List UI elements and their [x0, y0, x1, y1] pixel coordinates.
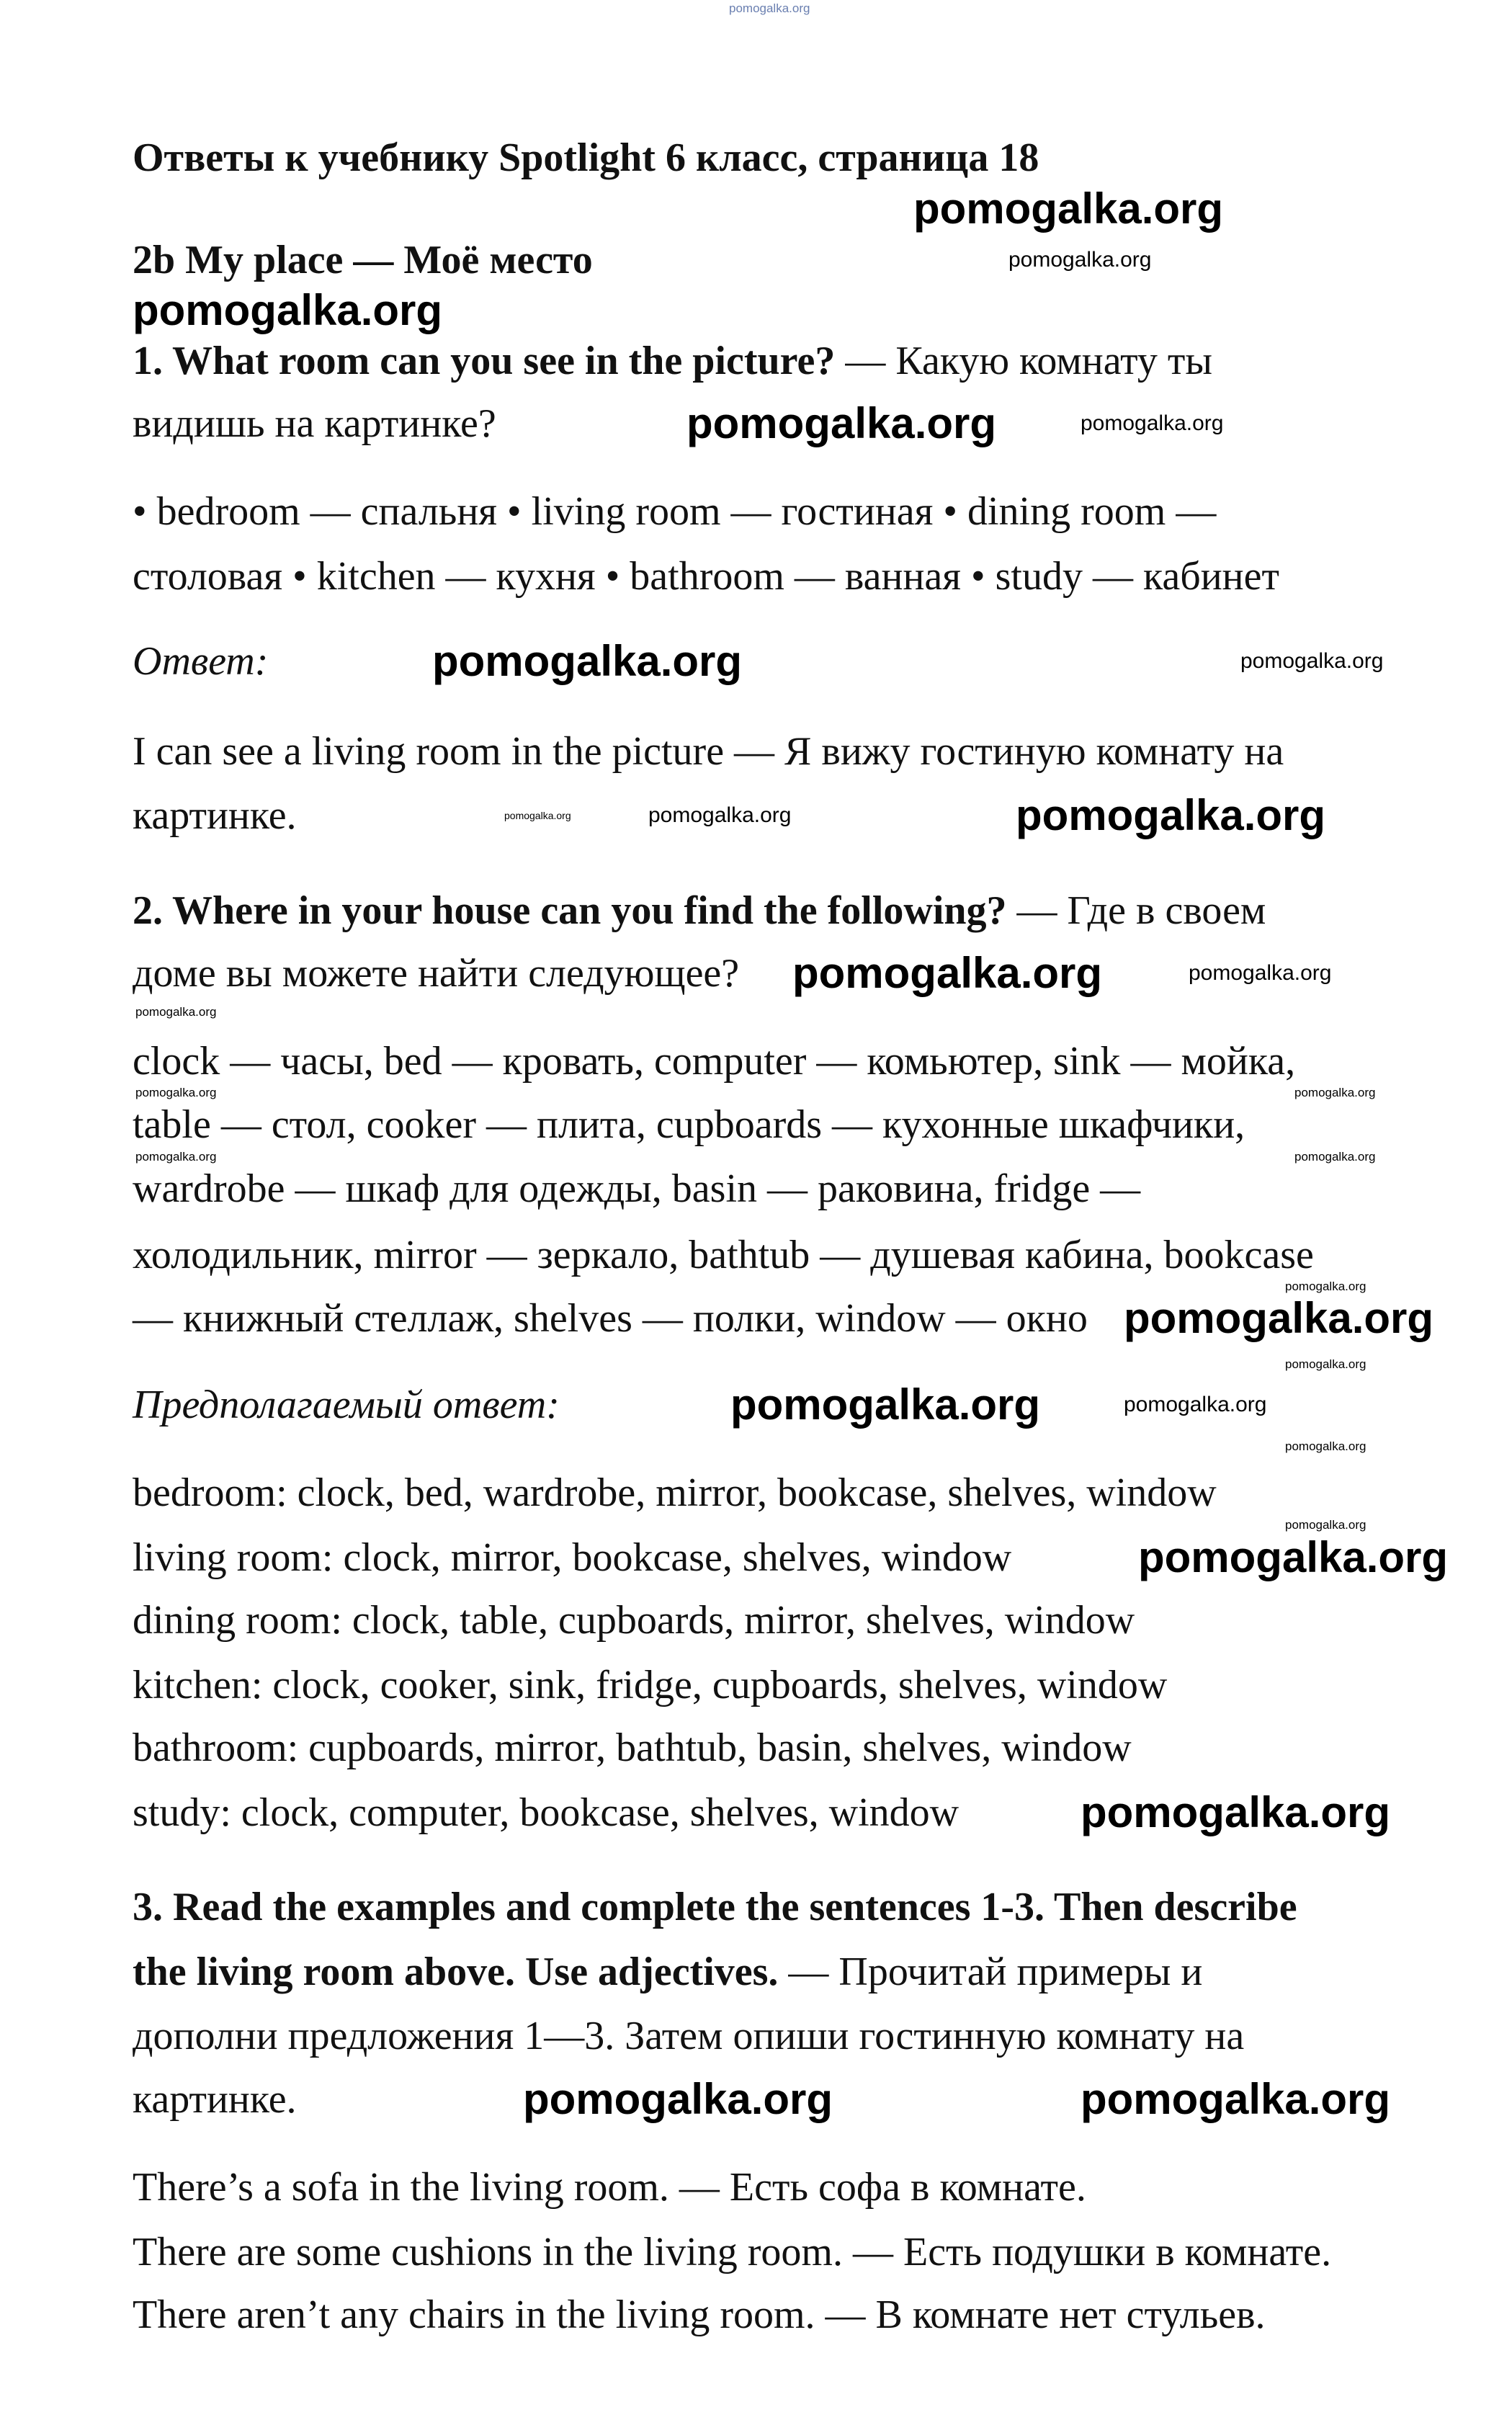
watermark: pomogalka.org [1294, 1150, 1376, 1164]
watermark: pomogalka.org [1081, 411, 1224, 435]
question-ru: — Прочитай примеры и [778, 1950, 1203, 1994]
exercise-1-answer: картинке. [133, 793, 297, 838]
exercise-2-vocab: — книжный стеллаж, shelves — полки, window — окно [133, 1296, 1088, 1341]
watermark: pomogalka.org [1294, 1086, 1376, 1099]
watermark: pomogalka.org [792, 949, 1103, 997]
watermark: pomogalka.org [1138, 1533, 1449, 1581]
watermark: pomogalka.org [648, 803, 792, 827]
exercise-2-answer: living room: clock, mirror, bookcase, shelves, window [133, 1535, 1012, 1580]
watermark: pomogalka.org [135, 1150, 217, 1164]
exercise-1-answer: I can see a living room in the picture — Я вижу гостиную комнату на [133, 729, 1284, 774]
question-ru: — Где в своем [1006, 888, 1266, 933]
exercise-2-answer: bathroom: cupboards, mirror, bathtub, basin, shelves, window [133, 1725, 1132, 1770]
exercise-2-question [133, 888, 1266, 934]
exercise-3-example: There aren’t any chairs in the living room. — В комнате нет стульев. [133, 2292, 1266, 2337]
watermark: pomogalka.org [523, 2075, 833, 2123]
exercise-2-answer: study: clock, computer, bookcase, shelves, window [133, 1790, 959, 1835]
watermark: pomogalka.org [1285, 1518, 1366, 1532]
exercise-1-question [133, 338, 1212, 384]
watermark: pomogalka.org [135, 1005, 217, 1019]
exercise-2-answer: kitchen: clock, cooker, sink, fridge, cupboards, shelves, window [133, 1663, 1168, 1707]
watermark: pomogalka.org [1016, 791, 1326, 839]
watermark: pomogalka.org [686, 399, 997, 447]
watermark: pomogalka.org [1285, 1439, 1366, 1453]
question-en: 2. Where in your house can you find the following? [133, 888, 1007, 933]
answer-label: Ответ: [133, 639, 269, 684]
exercise-3-example: There’s a sofa in the living room. — Есть софа в комнате. [133, 2165, 1086, 2210]
watermark: pomogalka.org [729, 1, 810, 15]
exercise-2-question-cont: доме вы можете найти следующее? [133, 951, 740, 996]
watermark: pomogalka.org [1285, 1357, 1366, 1371]
exercise-3-question-cont: дополни предложения 1—3. Затем опиши гостинную комнату на [133, 2014, 1245, 2058]
exercise-3-example: There are some cushions in the living room. — Есть подушки в комнате. [133, 2230, 1332, 2274]
watermark: pomogalka.org [1124, 1294, 1434, 1342]
exercise-2-answer: dining room: clock, table, cupboards, mirror, shelves, window [133, 1598, 1135, 1643]
watermark: pomogalka.org [1240, 649, 1384, 673]
exercise-1-question-cont: видишь на картинке? [133, 401, 496, 446]
watermark: pomogalka.org [1189, 961, 1332, 985]
watermark: pomogalka.org [913, 184, 1224, 233]
question-ru: — Какую комнату ты [835, 339, 1212, 383]
question-en: 1. What room can you see in the picture? [133, 339, 836, 383]
exercise-2-vocab: table — стол, cooker — плита, cupboards — кухонные шкафчики, [133, 1102, 1245, 1147]
exercise-2-answer: bedroom: clock, bed, wardrobe, mirror, bookcase, shelves, window [133, 1470, 1217, 1515]
exercise-1-vocab: • bedroom — спальня • living room — гостиная • dining room — [133, 489, 1217, 534]
section-title: 2b My place — Моё место [133, 238, 593, 282]
question-en: the living room above. Use adjectives. [133, 1950, 779, 1994]
exercise-3-question: 3. Read the examples and complete the sentences 1-3. Then describe [133, 1885, 1297, 1929]
page-title: Ответы к учебнику Spotlight 6 класс, страница 18 [133, 135, 1039, 180]
exercise-3-question-cont: картинке. [133, 2077, 297, 2122]
watermark: pomogalka.org [1008, 248, 1152, 272]
watermark: pomogalka.org [135, 1086, 217, 1099]
exercise-2-vocab: clock — часы, bed — кровать, computer — комьютер, sink — мойка, [133, 1039, 1296, 1084]
watermark: pomogalka.org [1124, 1393, 1267, 1416]
watermark: pomogalka.org [133, 286, 443, 334]
exercise-2-vocab: wardrobe — шкаф для одежды, basin — раковина, fridge — [133, 1166, 1141, 1211]
answer-label: Предполагаемый ответ: [133, 1383, 560, 1427]
watermark: pomogalka.org [1081, 1788, 1391, 1836]
watermark: pomogalka.org [432, 637, 743, 685]
exercise-2-vocab: холодильник, mirror — зеркало, bathtub — душевая кабина, bookcase [133, 1233, 1314, 1277]
watermark: pomogalka.org [504, 810, 571, 821]
watermark: pomogalka.org [1081, 2075, 1391, 2123]
watermark: pomogalka.org [1285, 1280, 1366, 1293]
watermark: pomogalka.org [730, 1380, 1041, 1429]
exercise-3-question [133, 1949, 1202, 1995]
exercise-1-vocab: столовая • kitchen — кухня • bathroom — ванная • study — кабинет [133, 554, 1279, 599]
